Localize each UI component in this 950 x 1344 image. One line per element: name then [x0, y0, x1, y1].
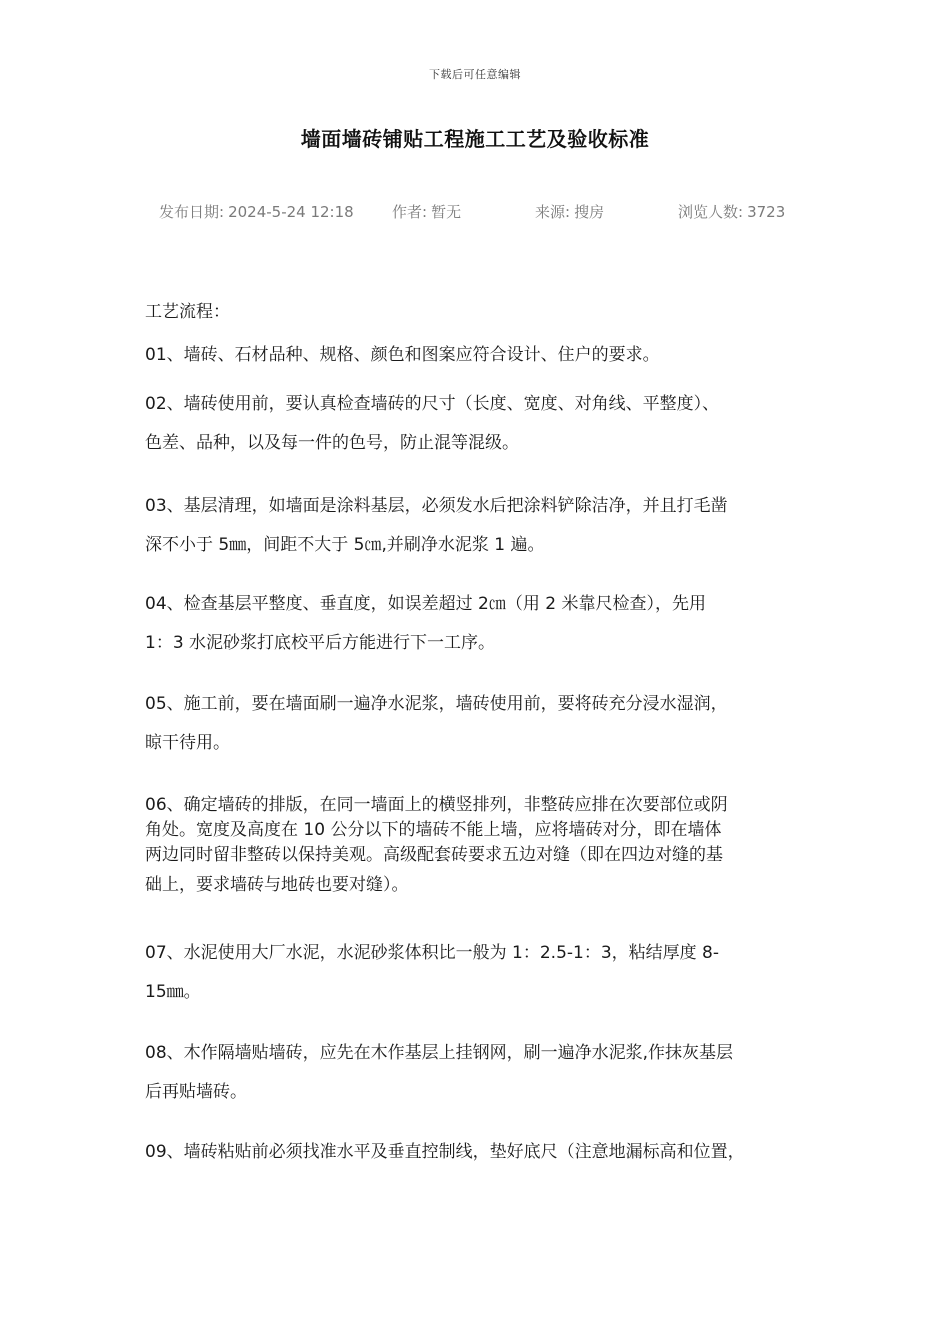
document-title: 墙面墙砖铺贴工程施工工艺及验收标准: [300, 127, 650, 151]
paragraph-line: 1：3 水泥砂浆打底校平后方能进行下一工序。: [145, 633, 496, 653]
paragraph-line: 05、施工前，要在墙面刷一遍净水泥浆，墙砖使用前，要将砖充分浸水湿润，: [145, 694, 728, 714]
paragraph-continuation: [145, 866, 825, 905]
paragraph-line: 后再贴墙砖。: [145, 1082, 247, 1102]
paragraph-line: 15㎜。: [145, 982, 201, 1002]
publish-date-value: 2024-5-24 12:18: [228, 203, 354, 221]
paragraph: [145, 793, 825, 868]
paragraph: [145, 1133, 825, 1172]
paragraph-line: 础上，要求墙砖与地砖也要对缝）。: [145, 875, 409, 895]
paragraph: [145, 385, 825, 463]
paragraph-line: 07、水泥使用大厂水泥，水泥砂浆体积比一般为 1：2.5-1：3，粘结厚度 8-: [145, 943, 720, 963]
article-meta: [0, 201, 950, 221]
paragraph: [145, 685, 825, 763]
paragraph: [145, 487, 825, 565]
source-value: 搜房: [574, 203, 605, 221]
paragraph: [145, 336, 825, 375]
paragraph-line: 01、墙砖、石材品种、规格、颜色和图案应符合设计、住户的要求。: [145, 345, 660, 365]
source: [535, 201, 604, 222]
paragraph-line: 色差、品种，以及每一件的色号，防止混等混级。: [145, 433, 519, 453]
author-label: 作者:: [392, 203, 428, 221]
paragraph-line: 03、基层清理，如墙面是涂料基层，必须发水后把涂料铲除洁净，并且打毛凿: [145, 496, 728, 516]
paragraph-line: 08、木作隔墙贴墙砖，应先在木作基层上挂钢网，刷一遍净水泥浆,作抹灰基层: [145, 1043, 734, 1063]
header-note: 下载后可任意编辑: [429, 68, 521, 81]
paragraph: [145, 585, 825, 663]
paragraph-line: 深不小于 5㎜，间距不大于 5㎝,并刷净水泥浆 1 遍。: [145, 535, 545, 555]
paragraph-line: 晾干待用。: [145, 733, 230, 753]
paragraph: [145, 1034, 825, 1112]
author: [392, 201, 461, 222]
section-heading: 工艺流程：: [145, 302, 230, 322]
author-value: 暂无: [431, 203, 462, 221]
view-count: [678, 201, 785, 222]
paragraph-line: 04、检查基层平整度、垂直度，如误差超过 2㎝（用 2 米靠尺检查），先用: [145, 594, 706, 614]
paragraph-line: 09、墙砖粘贴前必须找准水平及垂直控制线，垫好底尺（注意地漏标高和位置，: [145, 1142, 745, 1162]
paragraph: [145, 934, 825, 1012]
source-label: 来源:: [535, 203, 571, 221]
paragraph-line: 02、墙砖使用前，要认真检查墙砖的尺寸（长度、宽度、对角线、平整度）、: [145, 394, 720, 414]
view-count-label: 浏览人数:: [678, 203, 744, 221]
paragraph-line: 两边同时留非整砖以保持美观。高级配套砖要求五边对缝（即在四边对缝的基: [145, 845, 723, 865]
publish-date-label: 发布日期:: [159, 203, 225, 221]
publish-date: [159, 201, 354, 222]
paragraph-line: 06、确定墙砖的排版，在同一墙面上的横竖排列，非整砖应排在次要部位或阴: [145, 795, 728, 815]
paragraph-line: 角处。宽度及高度在 10 公分以下的墙砖不能上墙，应将墙砖对分，即在墙体: [145, 820, 722, 840]
view-count-value: 3723: [747, 203, 786, 221]
